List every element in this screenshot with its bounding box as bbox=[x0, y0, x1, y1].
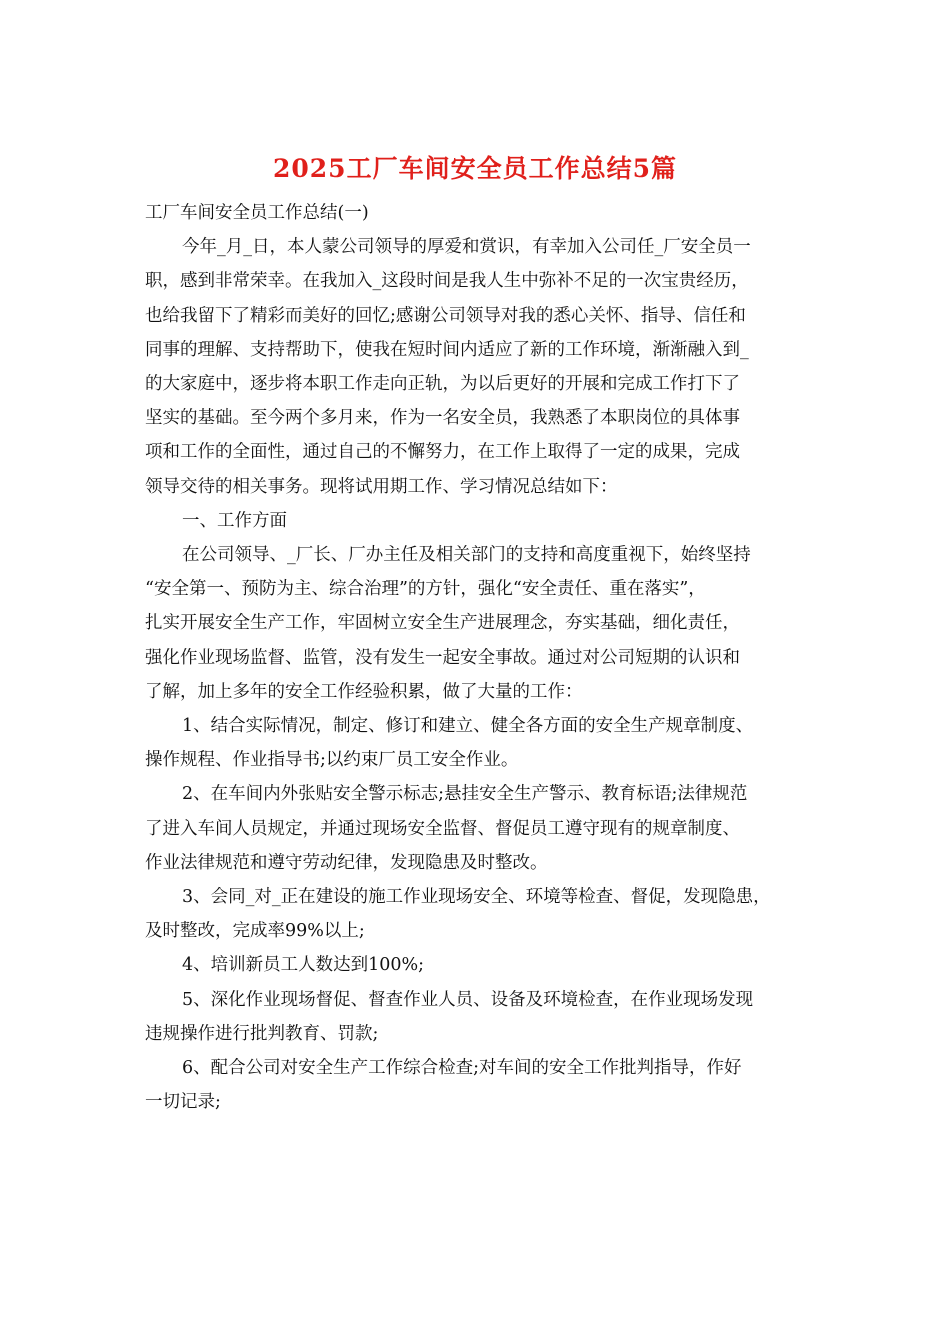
text-line: 操作规程、作业指导书;以约束厂员工安全作业。 bbox=[145, 750, 519, 771]
list-item-4 bbox=[145, 948, 825, 982]
text-line: 3、会同_对_正在建设的施工作业现场安全、环境等检查、督促，发现隐患， bbox=[182, 887, 771, 908]
text-line: 扎实开展安全生产工作，牢固树立安全生产进展理念，夯实基础，细化责任， bbox=[145, 613, 740, 634]
text-line: 领导交待的相关事务。现将试用期工作、学习情况总结如下： bbox=[145, 476, 618, 497]
text-line: 违规操作进行批判教育、罚款; bbox=[145, 1023, 379, 1044]
text-line: 坚实的基础。至今两个多月来，作为一名安全员，我熟悉了本职岗位的具体事 bbox=[145, 408, 740, 429]
section-heading: 工厂车间安全员工作总结(一) bbox=[145, 203, 369, 223]
text-line: 作业法律规范和遵守劳动纪律，发现隐患及时整改。 bbox=[145, 852, 548, 873]
list-item-1 bbox=[145, 709, 825, 777]
document-body bbox=[145, 196, 825, 1119]
text-line: 在公司领导、_厂长、厂办主任及相关部门的支持和高度重视下，始终坚持 bbox=[182, 545, 751, 566]
text-line: 及时整改，完成率99%以上; bbox=[145, 921, 365, 942]
list-item-2 bbox=[145, 777, 825, 880]
text-line: 2、在车间内外张贴安全警示标志;悬挂安全生产警示、教育标语;法律规范 bbox=[182, 784, 748, 805]
document-title: 2025工厂车间安全员工作总结5篇 bbox=[273, 154, 677, 183]
text-line: 今年_月_日，本人蒙公司领导的厚爱和赏识，有幸加入公司任_厂安全员一 bbox=[182, 237, 751, 258]
text-line: 了解，加上多年的安全工作经验积累，做了大量的工作： bbox=[145, 681, 583, 702]
list-item-5 bbox=[145, 983, 825, 1051]
text-line: 6、配合公司对安全生产工作综合检查;对车间的安全工作批判指导，作好 bbox=[182, 1058, 742, 1079]
text-line: 了进入车间人员规定，并通过现场安全监督、督促员工遵守现有的规章制度、 bbox=[145, 818, 740, 839]
text-line: 同事的理解、支持帮助下，使我在短时间内适应了新的工作环境，渐渐融入到_ bbox=[145, 339, 749, 360]
text-line: 5、深化作业现场督促、督查作业人员、设备及环境检查，在作业现场发现 bbox=[182, 989, 754, 1010]
text-line: “安全第一、预防为主、综合治理”的方针，强化“安全责任、重在落实”， bbox=[145, 579, 706, 600]
text-line: 也给我留下了精彩而美好的回忆;感谢公司领导对我的悉心关怀、指导、信任和 bbox=[145, 305, 746, 326]
list-item-6 bbox=[145, 1051, 825, 1119]
text-line: 4、培训新员工人数达到100%; bbox=[182, 955, 425, 976]
text-line: 的大家庭中，逐步将本职工作走向正轨，为以后更好的开展和完成工作打下了 bbox=[145, 374, 740, 395]
list-item-3 bbox=[145, 880, 825, 948]
text-line: 强化作业现场监督、监管，没有发生一起安全事故。通过对公司短期的认识和 bbox=[145, 647, 740, 668]
text-line: 职，感到非常荣幸。在我加入_这段时间是我人生中弥补不足的一次宝贵经历， bbox=[145, 271, 749, 292]
text-line: 一切记录; bbox=[145, 1092, 221, 1113]
intro-paragraph bbox=[145, 230, 825, 504]
subheading-work: 一、工作方面 bbox=[182, 510, 287, 531]
text-line: 1、结合实际情况，制定、修订和建立、健全各方面的安全生产规章制度、 bbox=[182, 716, 754, 737]
work-paragraph bbox=[145, 538, 825, 709]
text-line: 项和工作的全面性，通过自己的不懈努力，在工作上取得了一定的成果，完成 bbox=[145, 442, 740, 463]
